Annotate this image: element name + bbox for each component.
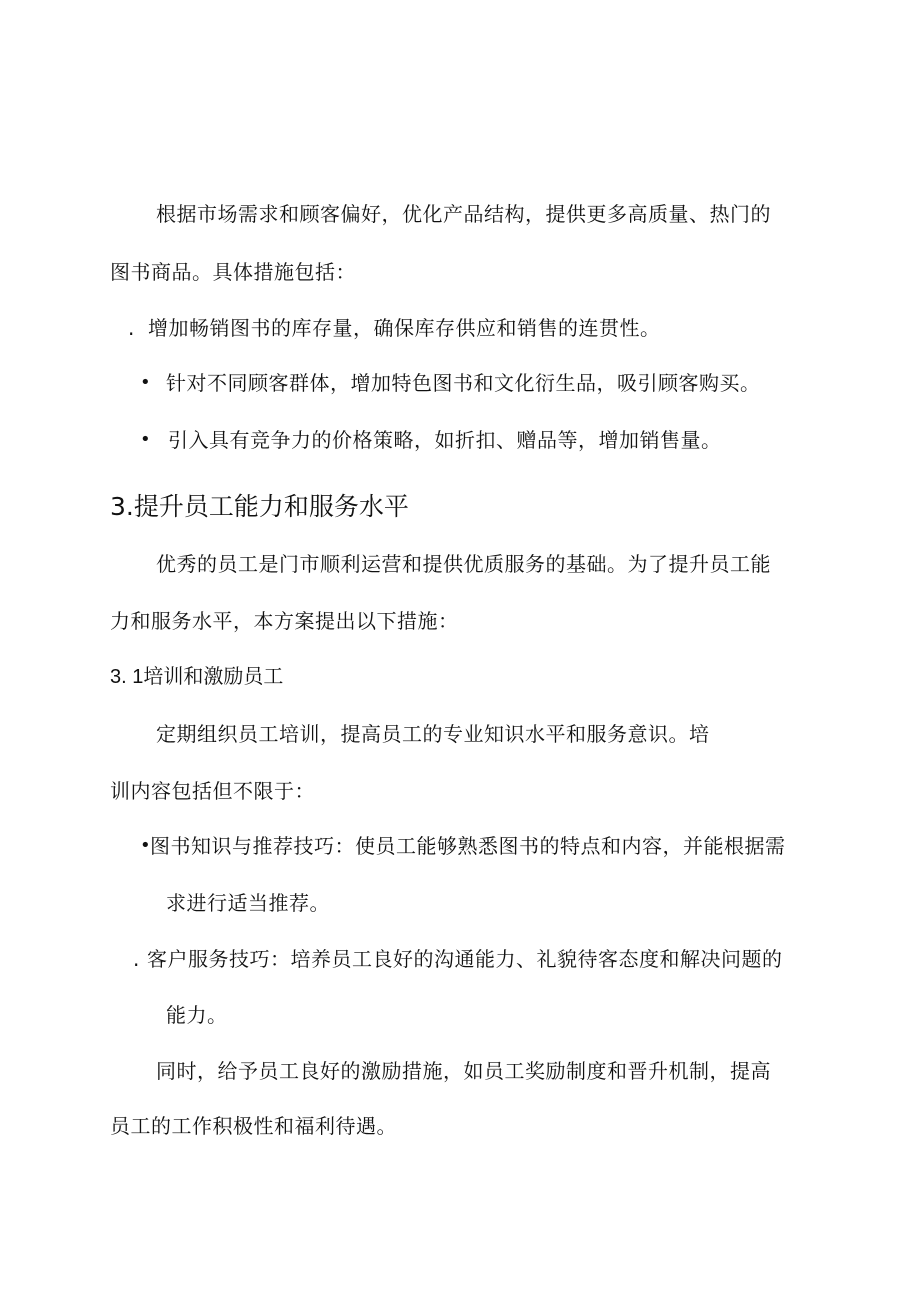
sub-heading-text: 培训和激励员工 bbox=[143, 664, 284, 688]
section-para-line-2: 力和服务水平，本方案提出以下措施： bbox=[110, 609, 459, 633]
training-item-line-1: 客户服务技巧：培养员工良好的沟通能力、礼貌待客态度和解决问题的 bbox=[147, 947, 783, 971]
training-line-2: 训内容包括但不限于： bbox=[110, 779, 315, 803]
training-item-line-2: 求进行适当推荐。 bbox=[166, 891, 330, 915]
training-line-1: 定期组织员工培训，提高员工的专业知识水平和服务意识。培 bbox=[156, 722, 710, 746]
measure-item: 引入具有竞争力的价格策略，如折扣、赠品等，增加销售量。 bbox=[168, 428, 722, 452]
measure-item: 增加畅销图书的库存量，确保库存供应和销售的连贯性。 bbox=[148, 316, 661, 340]
sub-heading-number: 3. 1 bbox=[110, 666, 144, 688]
intro-line-1: 根据市场需求和顾客偏好，优化产品结构，提供更多高质量、热门的 bbox=[156, 202, 771, 226]
intro-line-2: 图书商品。具体措施包括： bbox=[110, 260, 356, 284]
closing-line-1: 同时，给予员工良好的激励措施，如员工奖励制度和晋升机制，提高 bbox=[156, 1059, 771, 1083]
sub-heading bbox=[110, 664, 283, 689]
measure-marker: • bbox=[140, 429, 151, 450]
training-item-line-2: 能力。 bbox=[166, 1003, 228, 1027]
training-marker: . bbox=[133, 947, 140, 971]
measure-marker: • bbox=[140, 372, 151, 393]
section-heading: 3.提升员工能力和服务水平 bbox=[110, 492, 409, 521]
training-item-line-1: 图书知识与推荐技巧：使员工能够熟悉图书的特点和内容，并能根据需 bbox=[150, 834, 786, 858]
measure-item: 针对不同顾客群体，增加特色图书和文化衍生品，吸引顾客购买。 bbox=[166, 371, 761, 395]
training-marker: • bbox=[140, 835, 151, 856]
closing-line-2: 员工的工作积极性和福利待遇。 bbox=[110, 1114, 397, 1138]
measure-marker: . bbox=[128, 316, 135, 340]
section-para-line-1: 优秀的员工是门市顺利运营和提供优质服务的基础。为了提升员工能 bbox=[156, 552, 771, 576]
